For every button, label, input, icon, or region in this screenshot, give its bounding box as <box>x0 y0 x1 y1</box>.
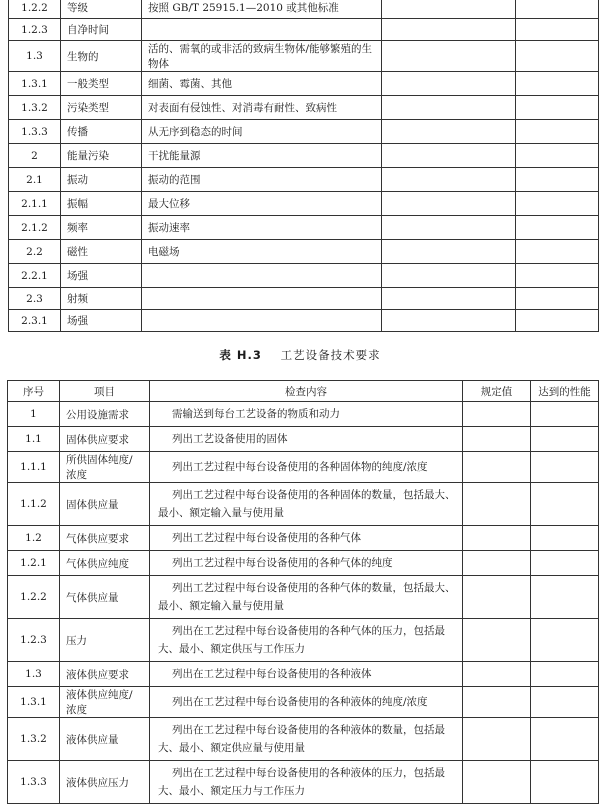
row-number: 1.2.2 <box>8 576 60 619</box>
description <box>142 310 382 332</box>
description: 细菌、霉菌、其他 <box>142 72 382 96</box>
achieved-performance-cell <box>516 288 599 310</box>
table-row <box>8 687 599 718</box>
description <box>142 19 382 41</box>
table-row <box>9 192 599 216</box>
table-row <box>8 526 599 551</box>
achieved-performance-cell <box>516 96 599 120</box>
specified-value-cell <box>382 72 516 96</box>
table-row <box>9 168 599 192</box>
specified-value-cell <box>463 551 531 576</box>
achieved-performance-cell <box>516 240 599 264</box>
item-name: 液体供应要求 <box>60 662 150 687</box>
table-row <box>8 619 599 662</box>
check-content: 列出工艺过程中每台设备使用的各种气体 <box>150 526 463 551</box>
row-number: 1.3.1 <box>8 687 60 718</box>
table-row <box>9 264 599 288</box>
table-row <box>9 310 599 332</box>
specified-value-cell <box>382 41 516 72</box>
specified-value-cell <box>463 662 531 687</box>
row-number: 1.1 <box>8 427 60 452</box>
specified-value-cell <box>463 452 531 483</box>
item-name: 生物的 <box>61 41 142 72</box>
item-name: 场强 <box>61 264 142 288</box>
row-number: 1.2.3 <box>8 619 60 662</box>
item-name: 射频 <box>61 288 142 310</box>
specified-value-cell <box>463 576 531 619</box>
specified-value-cell <box>382 216 516 240</box>
check-content: 需输送到每台工艺设备的物质和动力 <box>150 402 463 427</box>
achieved-performance-cell <box>531 576 599 619</box>
specified-value-cell <box>382 192 516 216</box>
caption-title: 工艺设备技术要求 <box>280 348 381 362</box>
table-row <box>9 288 599 310</box>
specified-value-cell <box>382 288 516 310</box>
table-row <box>8 761 599 804</box>
specified-value-cell <box>382 96 516 120</box>
achieved-performance-cell <box>516 168 599 192</box>
item-name: 自净时间 <box>61 19 142 41</box>
header-cell: 项目 <box>60 381 150 402</box>
table-row <box>8 576 599 619</box>
description: 从无序到稳态的时间 <box>142 120 382 144</box>
row-number: 2.1 <box>9 168 61 192</box>
description: 干扰能量源 <box>142 144 382 168</box>
row-number: 1.3 <box>9 41 61 72</box>
achieved-performance-cell <box>516 310 599 332</box>
table-row <box>9 120 599 144</box>
specified-value-cell <box>382 144 516 168</box>
table-row <box>9 0 599 19</box>
table-row <box>8 662 599 687</box>
check-content: 列出在工艺过程中每台设备使用的各种液体 <box>150 662 463 687</box>
achieved-performance-cell <box>516 192 599 216</box>
achieved-performance-cell <box>516 72 599 96</box>
row-number: 1.3.3 <box>8 761 60 804</box>
table-row <box>9 144 599 168</box>
row-number: 1.3 <box>8 662 60 687</box>
table-row <box>8 551 599 576</box>
achieved-performance-cell <box>531 427 599 452</box>
achieved-performance-cell <box>531 662 599 687</box>
table-row <box>8 718 599 761</box>
description: 振动速率 <box>142 216 382 240</box>
item-name: 磁性 <box>61 240 142 264</box>
check-content: 列出工艺过程中每台设备使用的各种气体的纯度 <box>150 551 463 576</box>
item-name: 气体供应量 <box>60 576 150 619</box>
table-row <box>9 41 599 72</box>
description: 电磁场 <box>142 240 382 264</box>
header-cell: 检查内容 <box>150 381 463 402</box>
item-name: 公用设施需求 <box>60 402 150 427</box>
row-number: 1.2 <box>8 526 60 551</box>
achieved-performance-cell <box>531 526 599 551</box>
row-number: 1.3.1 <box>9 72 61 96</box>
table-row <box>9 72 599 96</box>
specified-value-cell <box>382 240 516 264</box>
achieved-performance-cell <box>531 718 599 761</box>
specified-value-cell <box>463 526 531 551</box>
row-number: 1.2.2 <box>9 0 61 19</box>
achieved-performance-cell <box>516 19 599 41</box>
check-content: 列出工艺过程中每台设备使用的各种气体的数量，包括最大、最小、额定输入量与使用量 <box>150 576 463 619</box>
description: 最大位移 <box>142 192 382 216</box>
item-name: 场强 <box>61 310 142 332</box>
specified-value-cell <box>463 761 531 804</box>
row-number: 1.3.3 <box>9 120 61 144</box>
check-content: 列出在工艺过程中每台设备使用的各种液体的压力，包括最大、最小、额定压力与工作压力 <box>150 761 463 804</box>
item-name: 一般类型 <box>61 72 142 96</box>
h3-table <box>7 380 599 804</box>
item-name: 压力 <box>60 619 150 662</box>
row-number: 2.1.1 <box>9 192 61 216</box>
item-name: 液体供应量 <box>60 718 150 761</box>
achieved-performance-cell <box>531 483 599 526</box>
check-content: 列出在工艺过程中每台设备使用的各种液体的数量，包括最大、最小、额定供应量与使用量 <box>150 718 463 761</box>
item-name: 固体供应要求 <box>60 427 150 452</box>
specified-value-cell <box>382 19 516 41</box>
specified-value-cell <box>382 310 516 332</box>
specified-value-cell <box>463 402 531 427</box>
check-content: 列出工艺过程中每台设备使用的各种固体物的纯度/浓度 <box>150 452 463 483</box>
table-row <box>9 19 599 41</box>
check-content: 列出工艺设备使用的固体 <box>150 427 463 452</box>
achieved-performance-cell <box>531 551 599 576</box>
row-number: 1.1.1 <box>8 452 60 483</box>
row-number: 2.2.1 <box>9 264 61 288</box>
row-number: 1.3.2 <box>8 718 60 761</box>
table-row <box>9 216 599 240</box>
row-number: 1.1.2 <box>8 483 60 526</box>
header-cell: 规定值 <box>463 381 531 402</box>
check-content: 列出工艺过程中每台设备使用的各种固体的数量，包括最大、最小、额定输入量与使用量 <box>150 483 463 526</box>
row-number: 1.2.3 <box>9 19 61 41</box>
table-row <box>8 452 599 483</box>
table-row <box>9 96 599 120</box>
item-name: 液体供应压力 <box>60 761 150 804</box>
achieved-performance-cell <box>516 216 599 240</box>
specified-value-cell <box>382 264 516 288</box>
table-row <box>8 427 599 452</box>
item-name: 传播 <box>61 120 142 144</box>
achieved-performance-cell <box>531 452 599 483</box>
table-row <box>9 240 599 264</box>
specified-value-cell <box>382 168 516 192</box>
description <box>142 264 382 288</box>
description: 按照 GB/T 25915.1—2010 或其他标准 <box>142 0 382 19</box>
description <box>142 288 382 310</box>
check-content: 列出在工艺过程中每台设备使用的各种气体的压力，包括最大、最小、额定供压与工作压力 <box>150 619 463 662</box>
item-name: 液体供应纯度/浓度 <box>60 687 150 718</box>
item-name: 气体供应纯度 <box>60 551 150 576</box>
achieved-performance-cell <box>516 120 599 144</box>
description: 振动的范围 <box>142 168 382 192</box>
item-name: 振幅 <box>61 192 142 216</box>
achieved-performance-cell <box>531 687 599 718</box>
caption-number: 表 H.3 <box>219 348 262 362</box>
specified-value-cell <box>463 718 531 761</box>
achieved-performance-cell <box>516 41 599 72</box>
header-cell: 序号 <box>8 381 60 402</box>
row-number: 2.3.1 <box>9 310 61 332</box>
achieved-performance-cell <box>516 264 599 288</box>
item-name: 等级 <box>61 0 142 19</box>
top-table <box>8 0 599 332</box>
item-name: 所供固体纯度/浓度 <box>60 452 150 483</box>
item-name: 能量污染 <box>61 144 142 168</box>
table-row <box>8 483 599 526</box>
specified-value-cell <box>463 619 531 662</box>
row-number: 2 <box>9 144 61 168</box>
row-number: 2.1.2 <box>9 216 61 240</box>
row-number: 2.3 <box>9 288 61 310</box>
table-caption <box>0 347 600 363</box>
item-name: 固体供应量 <box>60 483 150 526</box>
description: 活的、需氧的或非活的致病生物体/能够繁殖的生物体 <box>142 41 382 72</box>
achieved-performance-cell <box>516 0 599 19</box>
achieved-performance-cell <box>531 619 599 662</box>
achieved-performance-cell <box>516 144 599 168</box>
item-name: 污染类型 <box>61 96 142 120</box>
specified-value-cell <box>463 483 531 526</box>
table-row <box>8 402 599 427</box>
item-name: 频率 <box>61 216 142 240</box>
specified-value-cell <box>382 0 516 19</box>
header-cell: 达到的性能 <box>531 381 599 402</box>
row-number: 1.2.1 <box>8 551 60 576</box>
description: 对表面有侵蚀性、对消毒有耐性、致病性 <box>142 96 382 120</box>
achieved-performance-cell <box>531 402 599 427</box>
header-row <box>8 381 599 402</box>
row-number: 2.2 <box>9 240 61 264</box>
specified-value-cell <box>463 427 531 452</box>
specified-value-cell <box>463 687 531 718</box>
item-name: 气体供应要求 <box>60 526 150 551</box>
item-name: 振动 <box>61 168 142 192</box>
row-number: 1 <box>8 402 60 427</box>
achieved-performance-cell <box>531 761 599 804</box>
check-content: 列出在工艺过程中每台设备使用的各种液体的纯度/浓度 <box>150 687 463 718</box>
row-number: 1.3.2 <box>9 96 61 120</box>
specified-value-cell <box>382 120 516 144</box>
